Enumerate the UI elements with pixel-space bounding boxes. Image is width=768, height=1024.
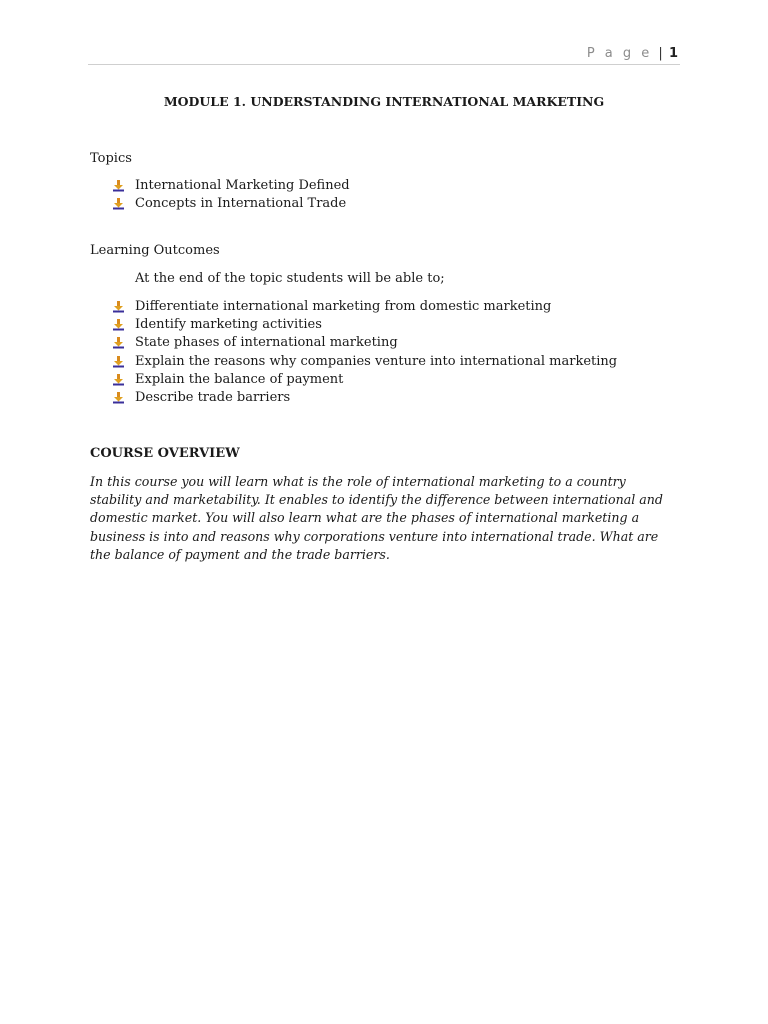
list-item bbox=[112, 371, 617, 389]
list-item bbox=[112, 316, 617, 334]
list-item bbox=[112, 353, 617, 371]
list-item-label: Differentiate international marketing from domestic marketing bbox=[135, 299, 552, 314]
arrow-down-bullet-icon bbox=[112, 180, 126, 192]
learning-outcomes-heading: Learning Outcomes bbox=[90, 243, 220, 258]
list-item bbox=[112, 334, 617, 352]
list-item bbox=[112, 389, 617, 407]
arrow-down-bullet-icon bbox=[112, 319, 126, 331]
list-item bbox=[112, 298, 617, 316]
learning-outcomes-intro: At the end of the topic students will be able to; bbox=[135, 271, 445, 286]
arrow-down-bullet-icon bbox=[112, 198, 126, 210]
page-separator: | bbox=[658, 46, 663, 61]
list-item-label: Describe trade barriers bbox=[135, 389, 291, 405]
arrow-down-bullet-icon bbox=[112, 392, 126, 404]
topics-list bbox=[112, 177, 350, 213]
page-header bbox=[88, 44, 680, 65]
document-title: MODULE 1. UNDERSTANDING INTERNATIONAL MARKETING bbox=[163, 94, 605, 109]
list-item-label: Explain the balance of payment bbox=[135, 371, 344, 387]
arrow-down-bullet-icon bbox=[112, 301, 126, 313]
list-item-label: Explain the reasons why companies venture into international marketing bbox=[135, 353, 618, 369]
page-number-indicator bbox=[587, 46, 678, 61]
list-item-label: Identify marketing activities bbox=[135, 317, 322, 333]
list-item-label: State phases of international marketing bbox=[135, 335, 398, 351]
page-label: P a g e bbox=[586, 46, 653, 61]
arrow-down-bullet-icon bbox=[112, 337, 126, 349]
list-item bbox=[112, 177, 350, 195]
list-item-label: International Marketing Defined bbox=[135, 178, 350, 193]
arrow-down-bullet-icon bbox=[112, 374, 126, 386]
list-item bbox=[112, 195, 350, 213]
learning-outcomes-list bbox=[112, 298, 617, 407]
course-overview-text: In this course you will learn what is the role of international marketing to a country stability and marketability. It enables to identify the difference between international and domestic market. You will also learn what are the phases of international marketing a business is into and reasons why corporations venture into international trade. What are the balance of payment and the trade barriers. bbox=[90, 474, 663, 562]
list-item-label: Concepts in International Trade bbox=[135, 196, 347, 212]
page-number: 1 bbox=[668, 46, 678, 61]
arrow-down-bullet-icon bbox=[112, 356, 126, 368]
course-overview-heading: COURSE OVERVIEW bbox=[90, 446, 240, 461]
topics-heading: Topics bbox=[90, 151, 132, 166]
